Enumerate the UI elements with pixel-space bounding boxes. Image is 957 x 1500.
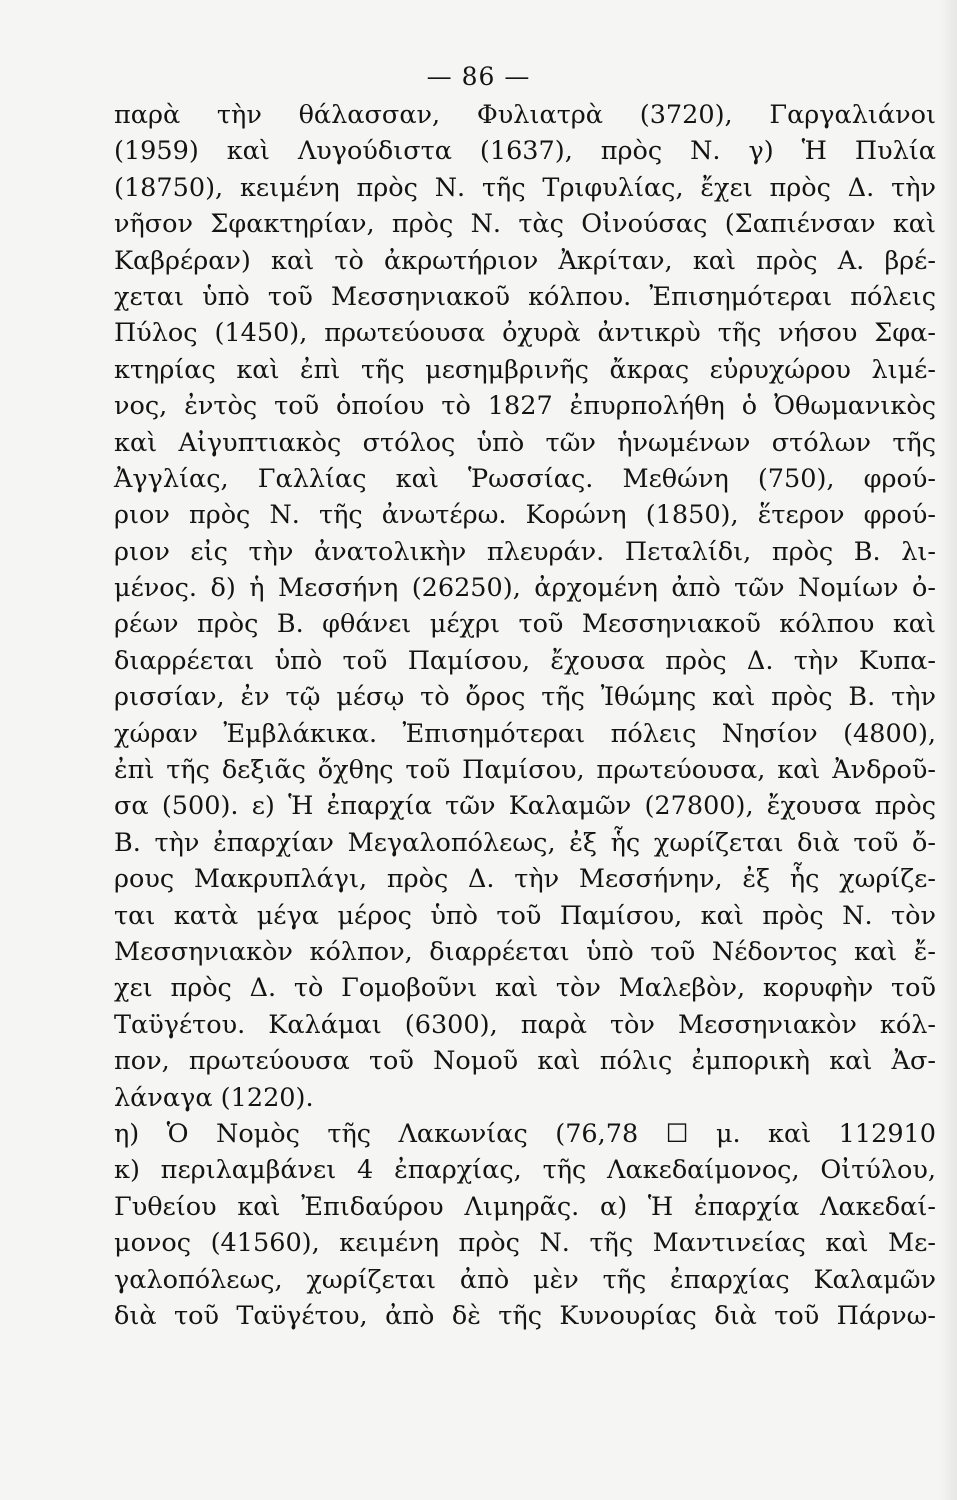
text-line: Πύλος (1450), πρωτεύουσα ὀχυρὰ ἀντικρὺ τῆς νήσου Σφα-	[114, 318, 936, 349]
text-line: ρισσίαν, ἐν τῷ μέσῳ τὸ ὄρος τῆς Ἰθώμης καὶ πρὸς Β. τὴν	[114, 682, 936, 713]
body-text	[114, 97, 936, 1334]
text-line: νος, ἐντὸς τοῦ ὁποίου τὸ 1827 ἐπυρπολήθη ὁ Ὀθωμανικὸς	[114, 391, 936, 422]
text-line: ται κατὰ μέγα μέρος ὑπὸ τοῦ Παμίσου, καὶ πρὸς Ν. τὸν	[114, 900, 936, 931]
text-line: ἐπὶ τῆς δεξιᾶς ὄχθης τοῦ Παμίσου, πρωτεύουσα, καὶ Ἀνδροῦ-	[114, 755, 936, 786]
text-line: Μεσσηνιακὸν κόλπον, διαρρέεται ὑπὸ τοῦ Νέδοντος καὶ ἔ-	[114, 936, 936, 967]
text-line: νῆσον Σφακτηρίαν, πρὸς Ν. τὰς Οἰνούσας (Σαπιένσαν καὶ	[114, 209, 936, 240]
text-line: Ταϋγέτου. Καλάμαι (6300), παρὰ τὸν Μεσσηνιακὸν κόλ-	[114, 1009, 936, 1040]
text-line: κ) περιλαμβάνει 4 ἐπαρχίας, τῆς Λακεδαίμονος, Οἰτύλου,	[114, 1155, 936, 1186]
text-line: ριον εἰς τὴν ἀνατολικὴν πλευράν. Πεταλίδι, πρὸς Β. λι-	[114, 536, 936, 567]
text-line: (1959) καὶ Λυγούδιστα (1637), πρὸς Ν. γ) Ἡ Πυλία	[114, 136, 936, 167]
text-line: κτηρίας καὶ ἐπὶ τῆς μεσημβρινῆς ἄκρας εὐρυχώρου λιμέ-	[114, 354, 936, 385]
text-line: Καβρέραν) καὶ τὸ ἀκρωτήριον Ἀκρίταν, καὶ πρὸς Α. βρέ-	[114, 245, 936, 276]
text-line: ριον πρὸς Ν. τῆς ἀνωτέρω. Κορώνη (1850), ἕτερον φρού-	[114, 500, 936, 531]
text-line: διὰ τοῦ Ταϋγέτου, ἀπὸ δὲ τῆς Κυνουρίας διὰ τοῦ Πάρνω-	[114, 1300, 936, 1331]
page-number: — 86 —	[426, 62, 531, 91]
text-line: χεται ὑπὸ τοῦ Μεσσηνιακοῦ κόλπου. Ἐπισημότεραι πόλεις	[114, 281, 936, 312]
text-line: λάναγα (1220).	[114, 1082, 314, 1113]
text-line: σα (500). ε) Ἡ ἐπαρχία τῶν Καλαμῶν (27800), ἔχουσα πρὸς	[114, 791, 936, 822]
text-line: η) Ὁ Νομὸς τῆς Λακωνίας (76,78 ☐ μ. καὶ 112910	[114, 1118, 936, 1149]
text-line: ρέων πρὸς Β. φθάνει μέχρι τοῦ Μεσσηνιακοῦ κόλπου καὶ	[114, 609, 936, 640]
text-line: γαλοπόλεως, χωρίζεται ἀπὸ μὲν τῆς ἐπαρχίας Καλαμῶν	[114, 1264, 936, 1295]
text-line: χώραν Ἐμβλάκικα. Ἐπισημότεραι πόλεις Νησίον (4800),	[114, 718, 936, 749]
text-line: Γυθείου καὶ Ἐπιδαύρου Λιμηρᾶς. α) Ἡ ἐπαρχία Λακεδαί-	[114, 1191, 936, 1222]
text-line: χει πρὸς Δ. τὸ Γομοβοῦνι καὶ τὸν Μαλεβὸν, κορυφὴν τοῦ	[114, 973, 936, 1004]
page-edge-shadow	[939, 0, 957, 1500]
text-line: διαρρέεται ὑπὸ τοῦ Παμίσου, ἔχουσα πρὸς Δ. τὴν Κυπα-	[114, 645, 936, 676]
text-line: παρὰ τὴν θάλασσαν, Φυλιατρὰ (3720), Γαργαλιάνοι	[114, 100, 936, 130]
text-line: (18750), κειμένη πρὸς Ν. τῆς Τριφυλίας, ἔχει πρὸς Δ. τὴν	[114, 172, 936, 203]
text-line: Ἀγγλίας, Γαλλίας καὶ Ῥωσσίας. Μεθώνη (750), φρού-	[114, 463, 936, 494]
text-line: καὶ Αἰγυπτιακὸς στόλος ὑπὸ τῶν ἡνωμένων στόλων τῆς	[114, 427, 936, 458]
text-line: μένος. δ) ἡ Μεσσήνη (26250), ἀρχομένη ἀπὸ τῶν Νομίων ὀ-	[114, 573, 936, 604]
text-line: Β. τὴν ἐπαρχίαν Μεγαλοπόλεως, ἐξ ἧς χωρίζεται διὰ τοῦ ὄ-	[114, 827, 936, 858]
text-line: πον, πρωτεύουσα τοῦ Νομοῦ καὶ πόλις ἐμπορικὴ καὶ Ἀσ-	[114, 1046, 936, 1077]
text-line: ρους Μακρυπλάγι, πρὸς Δ. τὴν Μεσσήνην, ἐξ ἧς χωρίζε-	[114, 864, 936, 895]
text-line: μονος (41560), κειμένη πρὸς Ν. τῆς Μαντινείας καὶ Με-	[114, 1228, 936, 1259]
